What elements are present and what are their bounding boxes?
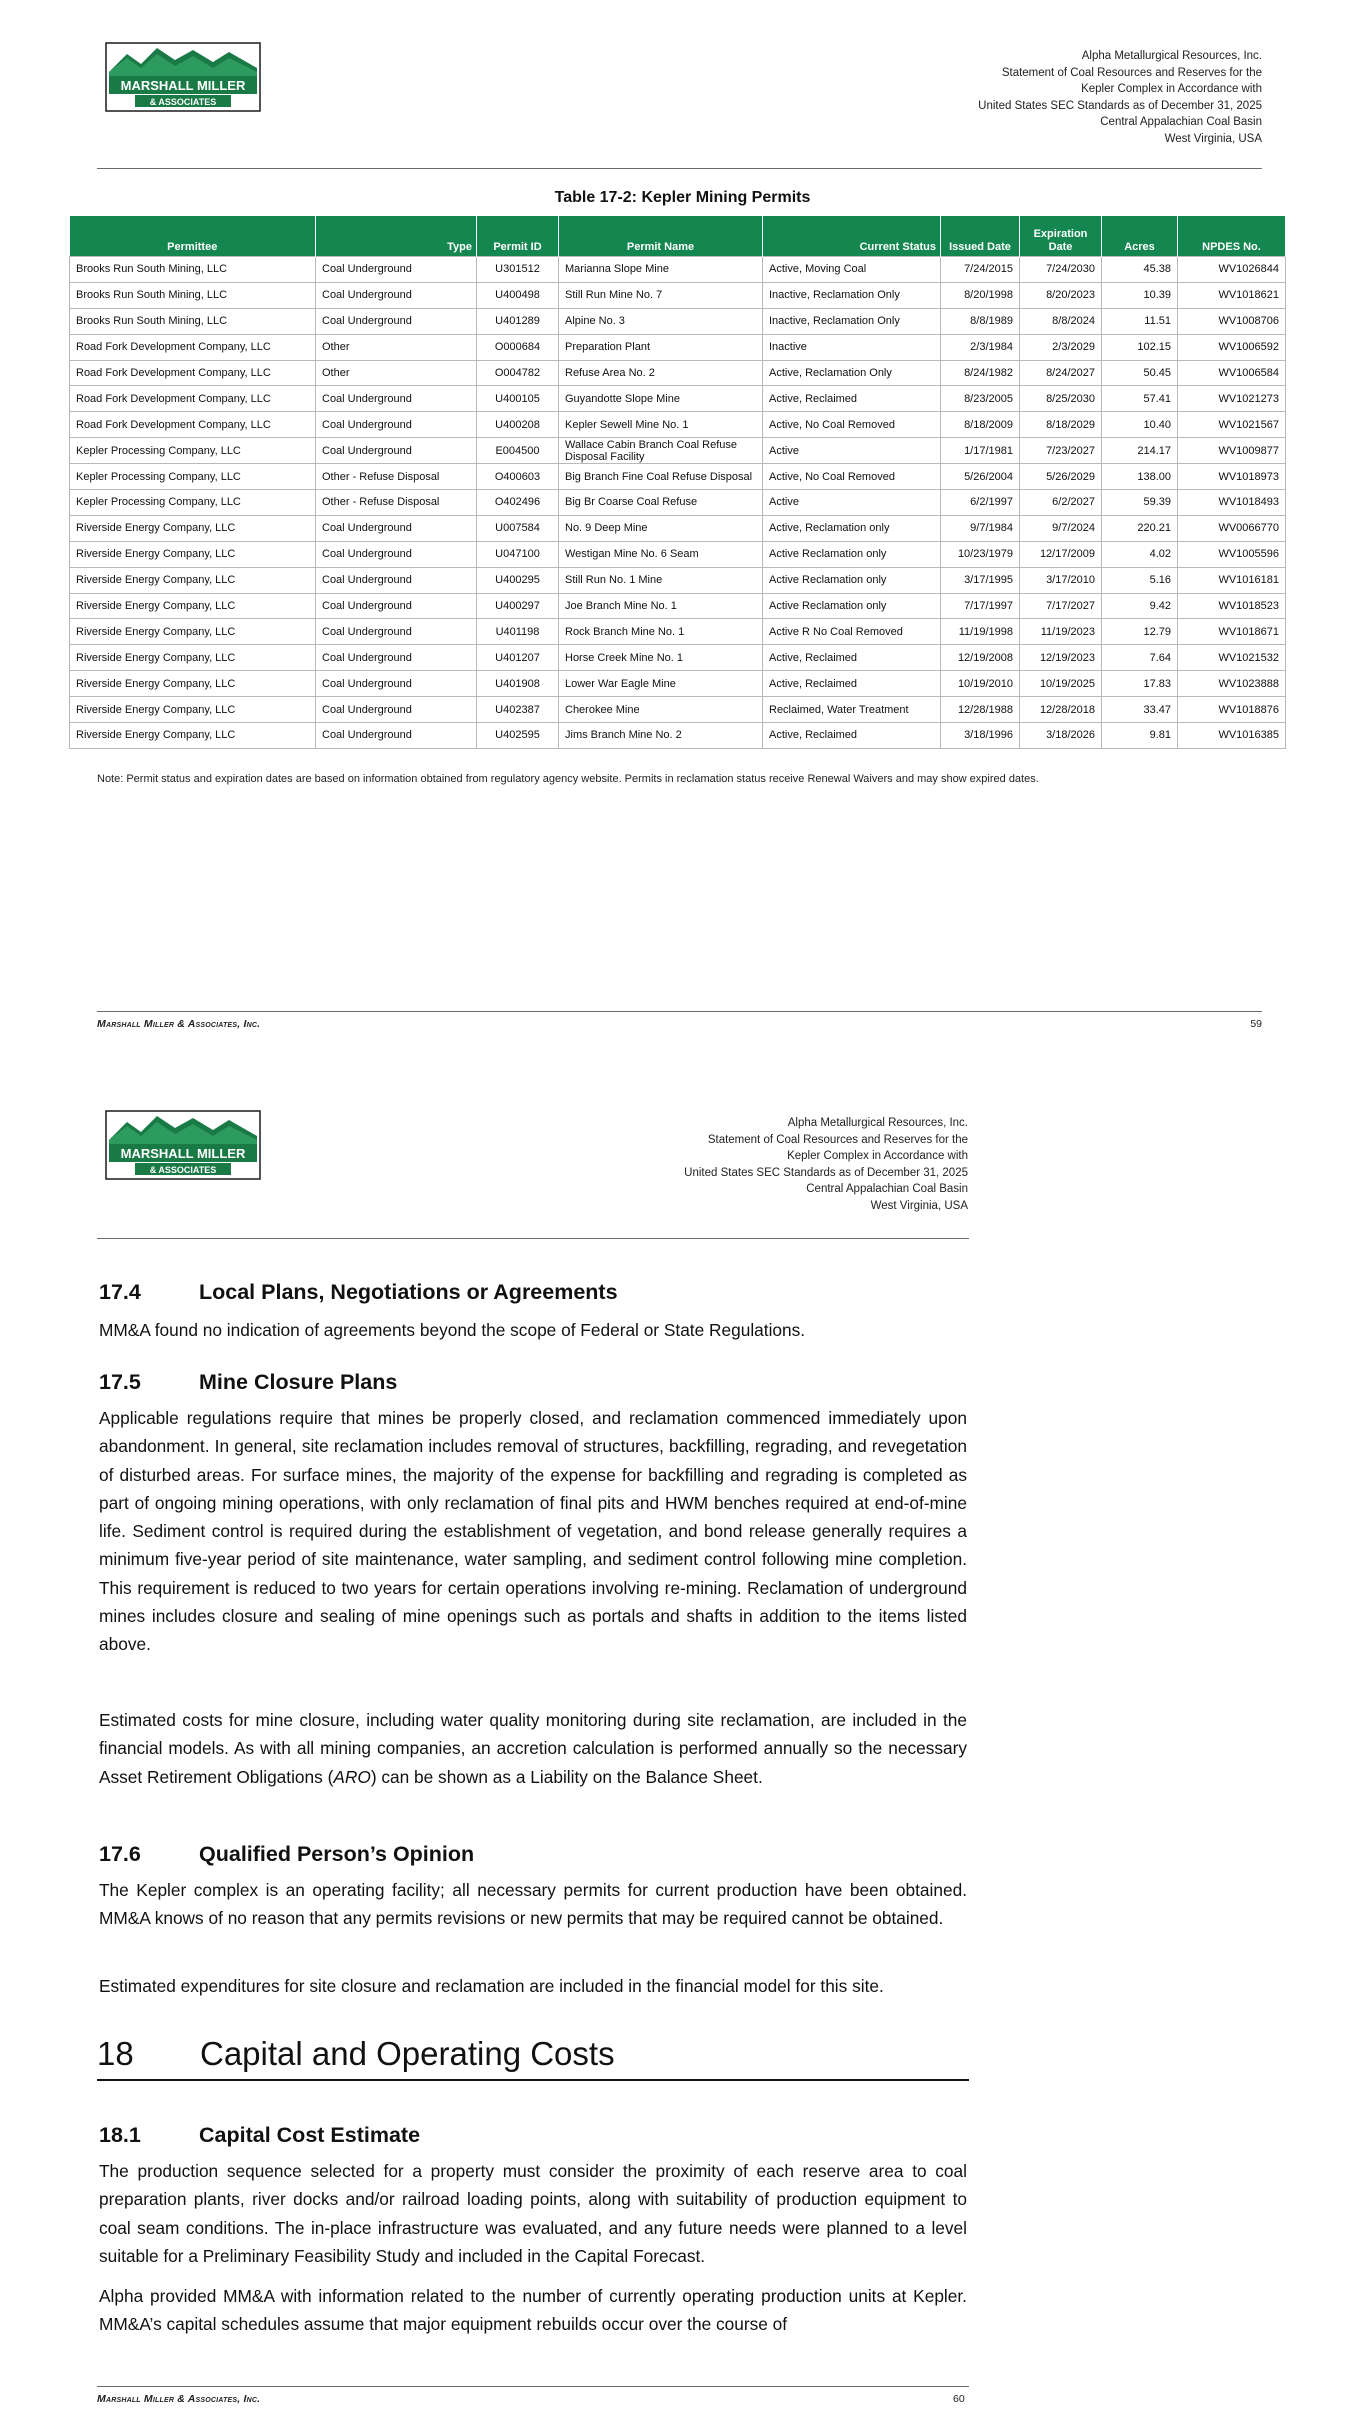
table-cell: Marianna Slope Mine: [559, 257, 763, 283]
table-cell: Brooks Run South Mining, LLC: [70, 257, 316, 283]
table-cell: Coal Underground: [316, 567, 477, 593]
table-cell: No. 9 Deep Mine: [559, 515, 763, 541]
section-heading: [99, 1370, 397, 1395]
table-cell: Active Reclamation only: [763, 541, 941, 567]
table-cell: 5/26/2004: [941, 464, 1020, 490]
table-cell: Guyandotte Slope Mine: [559, 386, 763, 412]
table-cell: Other - Refuse Disposal: [316, 464, 477, 490]
table-row: [70, 464, 1286, 490]
section-title: Qualified Person’s Opinion: [199, 1842, 475, 1866]
table-note: Note: Permit status and expiration dates are based on information obtained from regulatory agency website. Permits in reclamation status receive Renewal Waivers and may show expired dates.: [97, 773, 1039, 785]
table-cell: Coal Underground: [316, 515, 477, 541]
paragraph: The production sequence selected for a property must consider the proximity of each reserve area to coal preparation plants, river docks and/or railroad loading points, along with suitability of production equipment to coal seam conditions. The in-place infrastructure was evaluated, and any future needs were planned to a level suitable for a Preliminary Feasibility Study and included in the Capital Forecast.: [99, 2161, 967, 2266]
table-cell: 8/23/2005: [941, 386, 1020, 412]
table-cell: Coal Underground: [316, 308, 477, 334]
table-row: [70, 334, 1286, 360]
table-cell: Coal Underground: [316, 593, 477, 619]
table-cell: 7/17/2027: [1020, 593, 1102, 619]
table-cell: 7.64: [1102, 645, 1178, 671]
table-cell: Lower War Eagle Mine: [559, 671, 763, 697]
table-cell: O004782: [477, 360, 559, 386]
table-cell: 2/3/1984: [941, 334, 1020, 360]
table-cell: 45.38: [1102, 257, 1178, 283]
table-row: [70, 438, 1286, 464]
chapter-heading: [97, 2035, 969, 2081]
table-cell: Road Fork Development Company, LLC: [70, 386, 316, 412]
table-cell: 10/23/1979: [941, 541, 1020, 567]
table-cell: Active R No Coal Removed: [763, 619, 941, 645]
table-cell: 8/20/2023: [1020, 282, 1102, 308]
table-cell: Active Reclamation only: [763, 567, 941, 593]
table-cell: Riverside Energy Company, LLC: [70, 697, 316, 723]
logo-text-bottom: & ASSOCIATES: [149, 1165, 217, 1175]
table-cell: U007584: [477, 515, 559, 541]
header-line: Central Appalachian Coal Basin: [806, 1183, 968, 1195]
table-cell: U400297: [477, 593, 559, 619]
page-number: 60: [953, 2393, 965, 2405]
header-line: Alpha Metallurgical Resources, Inc.: [787, 1117, 968, 1129]
section-heading: [99, 1280, 618, 1305]
table-cell: 214.17: [1102, 438, 1178, 464]
table-cell: 12/17/2009: [1020, 541, 1102, 567]
table-cell: WV1005596: [1178, 541, 1286, 567]
table-cell: Coal Underground: [316, 257, 477, 283]
table-cell: WV1009877: [1178, 438, 1286, 464]
logo-text-top: MARSHALL MILLER: [120, 1146, 246, 1161]
table-row: [70, 490, 1286, 516]
table-cell: Coal Underground: [316, 645, 477, 671]
table-cell: Horse Creek Mine No. 1: [559, 645, 763, 671]
table-cell: Road Fork Development Company, LLC: [70, 412, 316, 438]
table-cell: 33.47: [1102, 697, 1178, 723]
section-title: Capital Cost Estimate: [199, 2123, 421, 2147]
paragraph: The Kepler complex is an operating facility; all necessary permits for current production have been obtained. MM&A knows of no reason that any permits revisions or new permits that may be required cannot be obtained.: [99, 1880, 967, 1929]
table-row: [70, 282, 1286, 308]
table-cell: 12/28/1988: [941, 697, 1020, 723]
header-line: United States SEC Standards as of December 31, 2025: [978, 99, 1262, 112]
table-cell: O000684: [477, 334, 559, 360]
table-cell: Riverside Energy Company, LLC: [70, 723, 316, 749]
table-cell: 17.83: [1102, 671, 1178, 697]
table-cell: 3/17/2010: [1020, 567, 1102, 593]
company-header: [684, 1115, 968, 1214]
table-cell: Riverside Energy Company, LLC: [70, 541, 316, 567]
col-header: Permit Name: [559, 216, 763, 257]
table-cell: Kepler Sewell Mine No. 1: [559, 412, 763, 438]
paragraph: Alpha provided MM&A with information related to the number of currently operating production units at Kepler. MM&A’s capital schedules assume that major equipment rebuilds occur over the course of: [99, 2286, 967, 2335]
table-row: [70, 386, 1286, 412]
col-header: Expiration Date: [1020, 216, 1102, 257]
table-cell: 8/24/2027: [1020, 360, 1102, 386]
table-cell: Wallace Cabin Branch Coal Refuse Disposal Facility: [559, 438, 763, 464]
paragraph: MM&A found no indication of agreements beyond the scope of Federal or State Regulations.: [99, 1320, 806, 1340]
table-cell: E004500: [477, 438, 559, 464]
table-cell: Big Branch Fine Coal Refuse Disposal: [559, 464, 763, 490]
table-cell: Active, Reclamation only: [763, 515, 941, 541]
company-logo: [105, 1110, 261, 1180]
table-cell: 1/17/1981: [941, 438, 1020, 464]
table-cell: 6/2/2027: [1020, 490, 1102, 516]
table-cell: Road Fork Development Company, LLC: [70, 334, 316, 360]
table-cell: WV1016385: [1178, 723, 1286, 749]
table-cell: Alpine No. 3: [559, 308, 763, 334]
table-cell: U401289: [477, 308, 559, 334]
section-title: Mine Closure Plans: [199, 1370, 398, 1394]
table-cell: Inactive, Reclamation Only: [763, 308, 941, 334]
paragraph: [99, 1706, 967, 1791]
table-cell: WV1021532: [1178, 645, 1286, 671]
header-line: Alpha Metallurgical Resources, Inc.: [1081, 50, 1262, 62]
header-line: Central Appalachian Coal Basin: [1100, 116, 1262, 128]
header-line: Statement of Coal Resources and Reserves for the: [1001, 66, 1262, 79]
header-rule: [97, 1238, 969, 1239]
table-cell: WV1021567: [1178, 412, 1286, 438]
table-cell: Coal Underground: [316, 619, 477, 645]
table-cell: 7/24/2030: [1020, 257, 1102, 283]
table-row: [70, 593, 1286, 619]
table-cell: Active Reclamation only: [763, 593, 941, 619]
table-cell: U402595: [477, 723, 559, 749]
header-line: Statement of Coal Resources and Reserves for the: [707, 1133, 968, 1146]
table-cell: Coal Underground: [316, 438, 477, 464]
table-cell: 57.41: [1102, 386, 1178, 412]
table-cell: WV1008706: [1178, 308, 1286, 334]
table-cell: Active, Reclaimed: [763, 645, 941, 671]
table-cell: Riverside Energy Company, LLC: [70, 645, 316, 671]
table-cell: 7/24/2015: [941, 257, 1020, 283]
table-cell: 11.51: [1102, 308, 1178, 334]
table-cell: WV1006584: [1178, 360, 1286, 386]
header-line: West Virginia, USA: [870, 1199, 968, 1212]
footer-rule: [97, 2386, 969, 2387]
table-cell: U401207: [477, 645, 559, 671]
table-cell: 10.39: [1102, 282, 1178, 308]
table-cell: O402496: [477, 490, 559, 516]
table-cell: Still Run No. 1 Mine: [559, 567, 763, 593]
table-cell: U402387: [477, 697, 559, 723]
table-cell: Riverside Energy Company, LLC: [70, 593, 316, 619]
table-cell: Coal Underground: [316, 697, 477, 723]
permits-table: [69, 216, 1286, 749]
table-cell: Coal Underground: [316, 671, 477, 697]
table-cell: Riverside Energy Company, LLC: [70, 567, 316, 593]
table-cell: Riverside Energy Company, LLC: [70, 671, 316, 697]
table-cell: 9/7/1984: [941, 515, 1020, 541]
table-cell: Active, No Coal Removed: [763, 412, 941, 438]
footer-rule: [97, 1011, 1262, 1012]
table-row: [70, 697, 1286, 723]
table-row: [70, 723, 1286, 749]
table-cell: Still Run Mine No. 7: [559, 282, 763, 308]
paragraph-text: Estimated costs for mine closure, including water quality monitoring during site reclamation, are included in the financial models. As with all mining companies, an accretion calculation is performed annually so the necessary Asset Retirement Obligations (: [99, 1710, 967, 1787]
table-cell: 10.40: [1102, 412, 1178, 438]
table-cell: WV1018621: [1178, 282, 1286, 308]
table-cell: Cherokee Mine: [559, 697, 763, 723]
table-cell: 12.79: [1102, 619, 1178, 645]
table-cell: Brooks Run South Mining, LLC: [70, 282, 316, 308]
table-cell: Riverside Energy Company, LLC: [70, 619, 316, 645]
table-cell: Coal Underground: [316, 723, 477, 749]
table-row: [70, 541, 1286, 567]
table-cell: Active: [763, 490, 941, 516]
table-cell: 11/19/1998: [941, 619, 1020, 645]
header-line: United States SEC Standards as of December 31, 2025: [684, 1166, 968, 1179]
table-cell: 12/19/2023: [1020, 645, 1102, 671]
col-header: Permit ID: [477, 216, 559, 257]
table-cell: U401908: [477, 671, 559, 697]
table-cell: 3/18/1996: [941, 723, 1020, 749]
table-cell: WV1018876: [1178, 697, 1286, 723]
paragraph-text: ) can be shown as a Liability on the Balance Sheet.: [370, 1766, 763, 1787]
table-cell: 8/20/1998: [941, 282, 1020, 308]
table-cell: 5/26/2029: [1020, 464, 1102, 490]
col-header: NPDES No.: [1178, 216, 1286, 257]
table-cell: 8/24/1982: [941, 360, 1020, 386]
header-rule: [97, 168, 1262, 169]
table-row: [70, 671, 1286, 697]
table-cell: 6/2/1997: [941, 490, 1020, 516]
chapter-title: Capital and Operating Costs: [200, 2035, 615, 2072]
table-caption: Table 17-2: Kepler Mining Permits: [554, 189, 811, 206]
table-cell: 8/8/2024: [1020, 308, 1102, 334]
table-cell: O400603: [477, 464, 559, 490]
col-header: Issued Date: [941, 216, 1020, 257]
table-cell: Coal Underground: [316, 282, 477, 308]
header-line: West Virginia, USA: [1164, 132, 1262, 145]
footer-company: Marshall Miller & Associates, Inc.: [97, 1018, 261, 1030]
table-cell: U047100: [477, 541, 559, 567]
table-cell: 10/19/2025: [1020, 671, 1102, 697]
table-cell: Active, Reclaimed: [763, 671, 941, 697]
aro-term: ARO: [333, 1766, 371, 1787]
company-logo: [105, 42, 261, 112]
table-cell: WV1006592: [1178, 334, 1286, 360]
header-line: Kepler Complex in Accordance with: [787, 1150, 968, 1162]
table-cell: Refuse Area No. 2: [559, 360, 763, 386]
table-cell: 220.21: [1102, 515, 1178, 541]
table-cell: 59.39: [1102, 490, 1178, 516]
table-cell: U400498: [477, 282, 559, 308]
table-cell: WV1026844: [1178, 257, 1286, 283]
table-cell: Active, No Coal Removed: [763, 464, 941, 490]
table-cell: 8/18/2009: [941, 412, 1020, 438]
section-number: 17.5: [99, 1370, 141, 1394]
table-cell: Westigan Mine No. 6 Seam: [559, 541, 763, 567]
table-cell: Coal Underground: [316, 541, 477, 567]
table-cell: Active: [763, 438, 941, 464]
table-cell: 11/19/2023: [1020, 619, 1102, 645]
table-cell: Active, Moving Coal: [763, 257, 941, 283]
table-row: [70, 308, 1286, 334]
paragraph: Estimated expenditures for site closure and reclamation are included in the financial model for this site.: [99, 1976, 884, 1996]
table-cell: Jims Branch Mine No. 2: [559, 723, 763, 749]
table-cell: Active, Reclaimed: [763, 723, 941, 749]
table-row: [70, 257, 1286, 283]
table-cell: WV1018973: [1178, 464, 1286, 490]
table-cell: 12/28/2018: [1020, 697, 1102, 723]
section-number: 18.1: [99, 2123, 141, 2147]
table-cell: 2/3/2029: [1020, 334, 1102, 360]
table-cell: 7/17/1997: [941, 593, 1020, 619]
table-cell: Coal Underground: [316, 386, 477, 412]
table-cell: Coal Underground: [316, 412, 477, 438]
table-cell: 8/18/2029: [1020, 412, 1102, 438]
section-title: Local Plans, Negotiations or Agreements: [199, 1280, 618, 1304]
table-cell: Brooks Run South Mining, LLC: [70, 308, 316, 334]
table-header-row: [70, 216, 1286, 257]
table-cell: Active, Reclaimed: [763, 386, 941, 412]
footer-company: Marshall Miller & Associates, Inc.: [97, 2393, 261, 2405]
table-cell: WV1021273: [1178, 386, 1286, 412]
table-cell: Kepler Processing Company, LLC: [70, 490, 316, 516]
col-header: Type: [316, 216, 477, 257]
table-cell: 10/19/2010: [941, 671, 1020, 697]
table-row: [70, 360, 1286, 386]
table-cell: Inactive: [763, 334, 941, 360]
table-cell: 9/7/2024: [1020, 515, 1102, 541]
table-cell: Road Fork Development Company, LLC: [70, 360, 316, 386]
table-cell: 8/8/1989: [941, 308, 1020, 334]
table-row: [70, 645, 1286, 671]
table-cell: 138.00: [1102, 464, 1178, 490]
table-cell: 3/18/2026: [1020, 723, 1102, 749]
table-cell: WV1018523: [1178, 593, 1286, 619]
table-cell: Other: [316, 334, 477, 360]
section-number: 17.4: [99, 1280, 141, 1304]
table-cell: 9.42: [1102, 593, 1178, 619]
table-cell: WV1016181: [1178, 567, 1286, 593]
header-line: Kepler Complex in Accordance with: [1081, 83, 1262, 95]
table-cell: Other - Refuse Disposal: [316, 490, 477, 516]
logo-text-top: MARSHALL MILLER: [120, 78, 246, 93]
table-cell: Inactive, Reclamation Only: [763, 282, 941, 308]
table-cell: WV1023888: [1178, 671, 1286, 697]
table-cell: 9.81: [1102, 723, 1178, 749]
paragraph: Applicable regulations require that mines be properly closed, and reclamation commenced immediately upon abandonment. In general, site reclamation includes removal of structures, backfilling, regrading, and revegetation of disturbed areas. For surface mines, the majority of the expense for backfilling and regrading is completed as part of ongoing mining operations, with only reclamation of final pits and HWM benches required at end-of-mine life. Sediment control is required during the establishment of vegetation, and bond release generally requires a minimum five-year period of site maintenance, water sampling, and sediment control following mine completion. This requirement is reduced to two years for certain operations involving re-mining. Reclamation of underground mines includes closure and sealing of mine openings such as portals and shafts in addition to the items listed above.: [99, 1408, 967, 1655]
table-cell: Active, Reclamation Only: [763, 360, 941, 386]
table-row: [70, 412, 1286, 438]
table-cell: 7/23/2027: [1020, 438, 1102, 464]
table-row: [70, 619, 1286, 645]
section-number: 17.6: [99, 1842, 141, 1866]
table-cell: 102.15: [1102, 334, 1178, 360]
table-cell: 8/25/2030: [1020, 386, 1102, 412]
table-cell: Big Br Coarse Coal Refuse: [559, 490, 763, 516]
table-cell: Rock Branch Mine No. 1: [559, 619, 763, 645]
logo-text-bottom: & ASSOCIATES: [149, 97, 217, 107]
table-cell: WV1018671: [1178, 619, 1286, 645]
table-cell: Preparation Plant: [559, 334, 763, 360]
table-cell: 5.16: [1102, 567, 1178, 593]
col-header: Acres: [1102, 216, 1178, 257]
table-row: [70, 515, 1286, 541]
table-cell: Joe Branch Mine No. 1: [559, 593, 763, 619]
table-cell: 50.45: [1102, 360, 1178, 386]
table-row: [70, 567, 1286, 593]
company-header: [978, 48, 1262, 147]
table-cell: U301512: [477, 257, 559, 283]
col-header: Permittee: [70, 216, 316, 257]
table-cell: Riverside Energy Company, LLC: [70, 515, 316, 541]
table-cell: Reclaimed, Water Treatment: [763, 697, 941, 723]
table-cell: U400105: [477, 386, 559, 412]
table-cell: U401198: [477, 619, 559, 645]
section-heading: [99, 2123, 420, 2148]
page-number: 59: [1250, 1018, 1262, 1030]
table-cell: 3/17/1995: [941, 567, 1020, 593]
table-cell: U400208: [477, 412, 559, 438]
section-heading: [99, 1842, 474, 1867]
table-cell: WV0066770: [1178, 515, 1286, 541]
table-cell: Kepler Processing Company, LLC: [70, 438, 316, 464]
table-cell: WV1018493: [1178, 490, 1286, 516]
table-cell: 12/19/2008: [941, 645, 1020, 671]
table-body: [70, 257, 1286, 749]
table-cell: Kepler Processing Company, LLC: [70, 464, 316, 490]
table-cell: Other: [316, 360, 477, 386]
chapter-number: 18: [97, 2035, 134, 2072]
table-cell: 4.02: [1102, 541, 1178, 567]
col-header: Current Status: [763, 216, 941, 257]
table-cell: U400295: [477, 567, 559, 593]
